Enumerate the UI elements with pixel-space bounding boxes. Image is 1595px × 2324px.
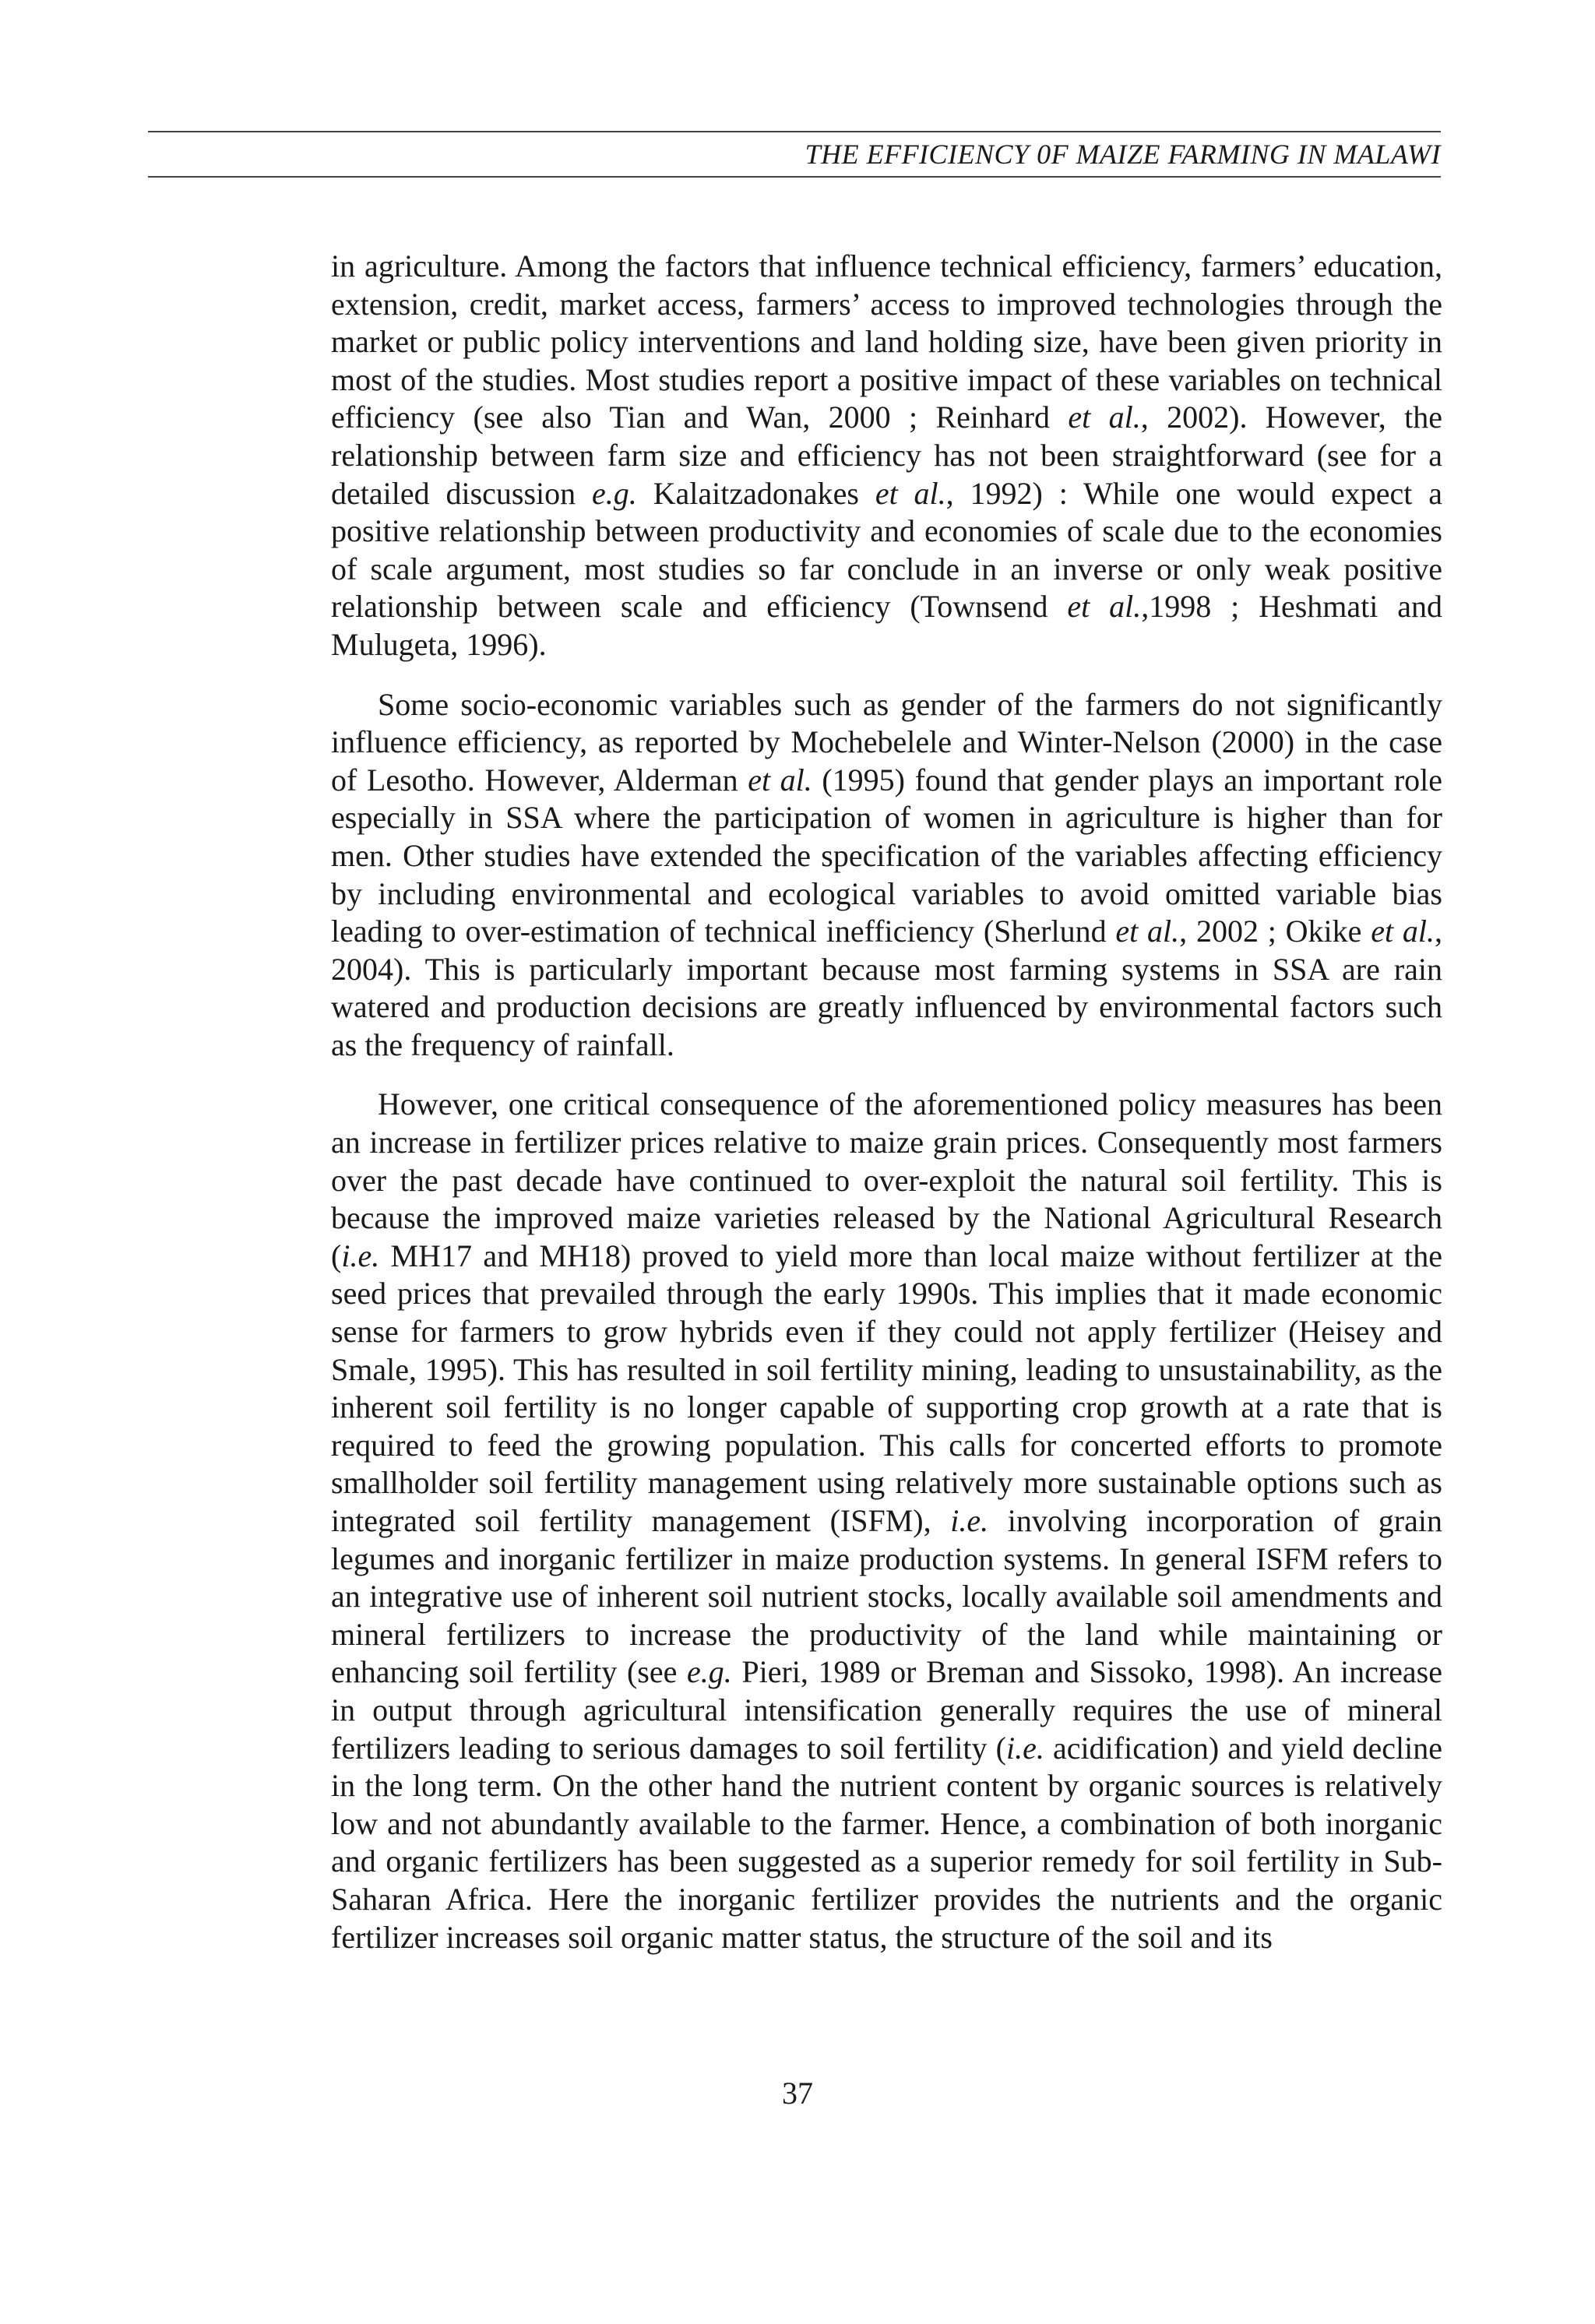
text-run: However, one critical consequence of the aforementioned policy measures has been an increase in fertilizer prices relative to maize grain prices. Consequently most farmers over the past decade have continued to over-exploit the natural soil fertility. This is because the improved maize varieties released by the National Agricultural Research ( bbox=[331, 1086, 1442, 1273]
text-run: , 2002). However, the relationship between farm size and efficiency has not been straightforward (see for a detailed discussion bbox=[331, 400, 1443, 511]
italic-text-run: et al. bbox=[1068, 400, 1141, 435]
paragraph-2 bbox=[331, 686, 1442, 1065]
italic-text-run: e.g. bbox=[686, 1654, 732, 1690]
paragraph-1 bbox=[331, 248, 1442, 664]
page-number: 37 bbox=[782, 2076, 813, 2111]
italic-text-run: et al. bbox=[875, 475, 946, 511]
text-run: Pieri, 1989 or Breman and Sissoko, 1998). An increase in output through agricultural intensification generally requires the use of mineral fertilizers leading to serious damages to soil fertility ( bbox=[331, 1654, 1443, 1766]
body-text bbox=[331, 248, 1442, 1978]
italic-text-run: et al. bbox=[748, 762, 812, 798]
text-run: Some socio-economic variables such as gender of the farmers do not significantly influence efficiency, as reported by Mochebelele and Winter-Nelson (2000) in the case of Lesotho. However, Alderman bbox=[331, 686, 1442, 798]
italic-text-run: i.e. bbox=[1005, 1730, 1044, 1766]
running-header: THE EFFICIENCY 0F MAIZE FARMING IN MALAWI bbox=[805, 139, 1441, 170]
header-bottom-rule bbox=[148, 176, 1441, 178]
italic-text-run: et al. bbox=[1067, 589, 1142, 625]
text-run: involving incorporation of grain legumes and inorganic fertilizer in maize production systems. In general ISFM refers to an integrative use of inherent soil nutrient stocks, locally available soil amendments and mineral fertilizers to increase the productivity of the land while maintaining or enhancing soil fertility (see bbox=[331, 1503, 1442, 1690]
italic-text-run: e.g. bbox=[592, 475, 637, 511]
text-run: Kalaitzadonakes bbox=[636, 475, 875, 511]
italic-text-run: i.e. bbox=[341, 1238, 380, 1273]
italic-text-run: et al. bbox=[1115, 914, 1180, 949]
paragraph-3 bbox=[331, 1086, 1442, 1956]
text-run: , 1992) : While one would expect a positive relationship between productivity and economies of scale due to the economies of scale argument, most studies so far conclude in an inverse or only weak positive relationship between scale and efficiency (Townsend bbox=[331, 475, 1442, 625]
text-run: , 2004). This is particularly important because most farming systems in SSA are rain watered and production decisions are greatly influenced by environmental factors such as the frequency of rainfall. bbox=[331, 914, 1442, 1062]
text-run: in agriculture. Among the factors that influence technical efficiency, farmers’ education, extension, credit, market access, farmers’ access to improved technologies through the market or public policy interventions and land holding size, have been given priority in most of the studies. Most studies report a positive impact of these variables on technical efficiency (see also Tian and Wan, 2000 ; Reinhard bbox=[331, 248, 1442, 435]
italic-text-run: i.e. bbox=[950, 1503, 989, 1538]
text-run: (1995) found that gender plays an important role especially in SSA where the participation of women in agriculture is higher than for men. Other studies have extended the specification of the variables affecting efficiency by including environmental and ecological variables to avoid omitted variable bias leading to over-estimation of technical inefficiency (Sherlund bbox=[331, 762, 1443, 949]
text-run: MH17 and MH18) proved to yield more than local maize without fertilizer at the seed prices that prevailed through the early 1990s. This implies that it made economic sense for farmers to grow hybrids even if they could not apply fertilizer (Heisey and Smale, 1995). This has resulted in soil fertility mining, leading to unsustainability, as the inherent soil fertility is no longer capable of supporting crop growth at a rate that is required to feed the growing population. This calls for concerted efforts to promote smallholder soil fertility management using relatively more sustainable options such as integrated soil fertility management (ISFM), bbox=[331, 1238, 1442, 1538]
italic-text-run: et al. bbox=[1371, 914, 1435, 949]
header-top-rule bbox=[148, 131, 1441, 132]
text-run: ,1998 ; Heshmati and Mulugeta, 1996). bbox=[331, 589, 1442, 662]
text-run: , 2002 ; Okike bbox=[1179, 914, 1371, 949]
text-run: acidification) and yield decline in the long term. On the other hand the nutrient content by organic sources is relatively low and not abundantly available to the farmer. Hence, a combination of both inorganic and organic fertilizers has been suggested as a superior remedy for soil fertility in Sub-Saharan Africa. Here the inorganic fertilizer provides the nutrients and the organic fertilizer increases soil organic matter status, the structure of the soil and its bbox=[331, 1730, 1442, 1955]
